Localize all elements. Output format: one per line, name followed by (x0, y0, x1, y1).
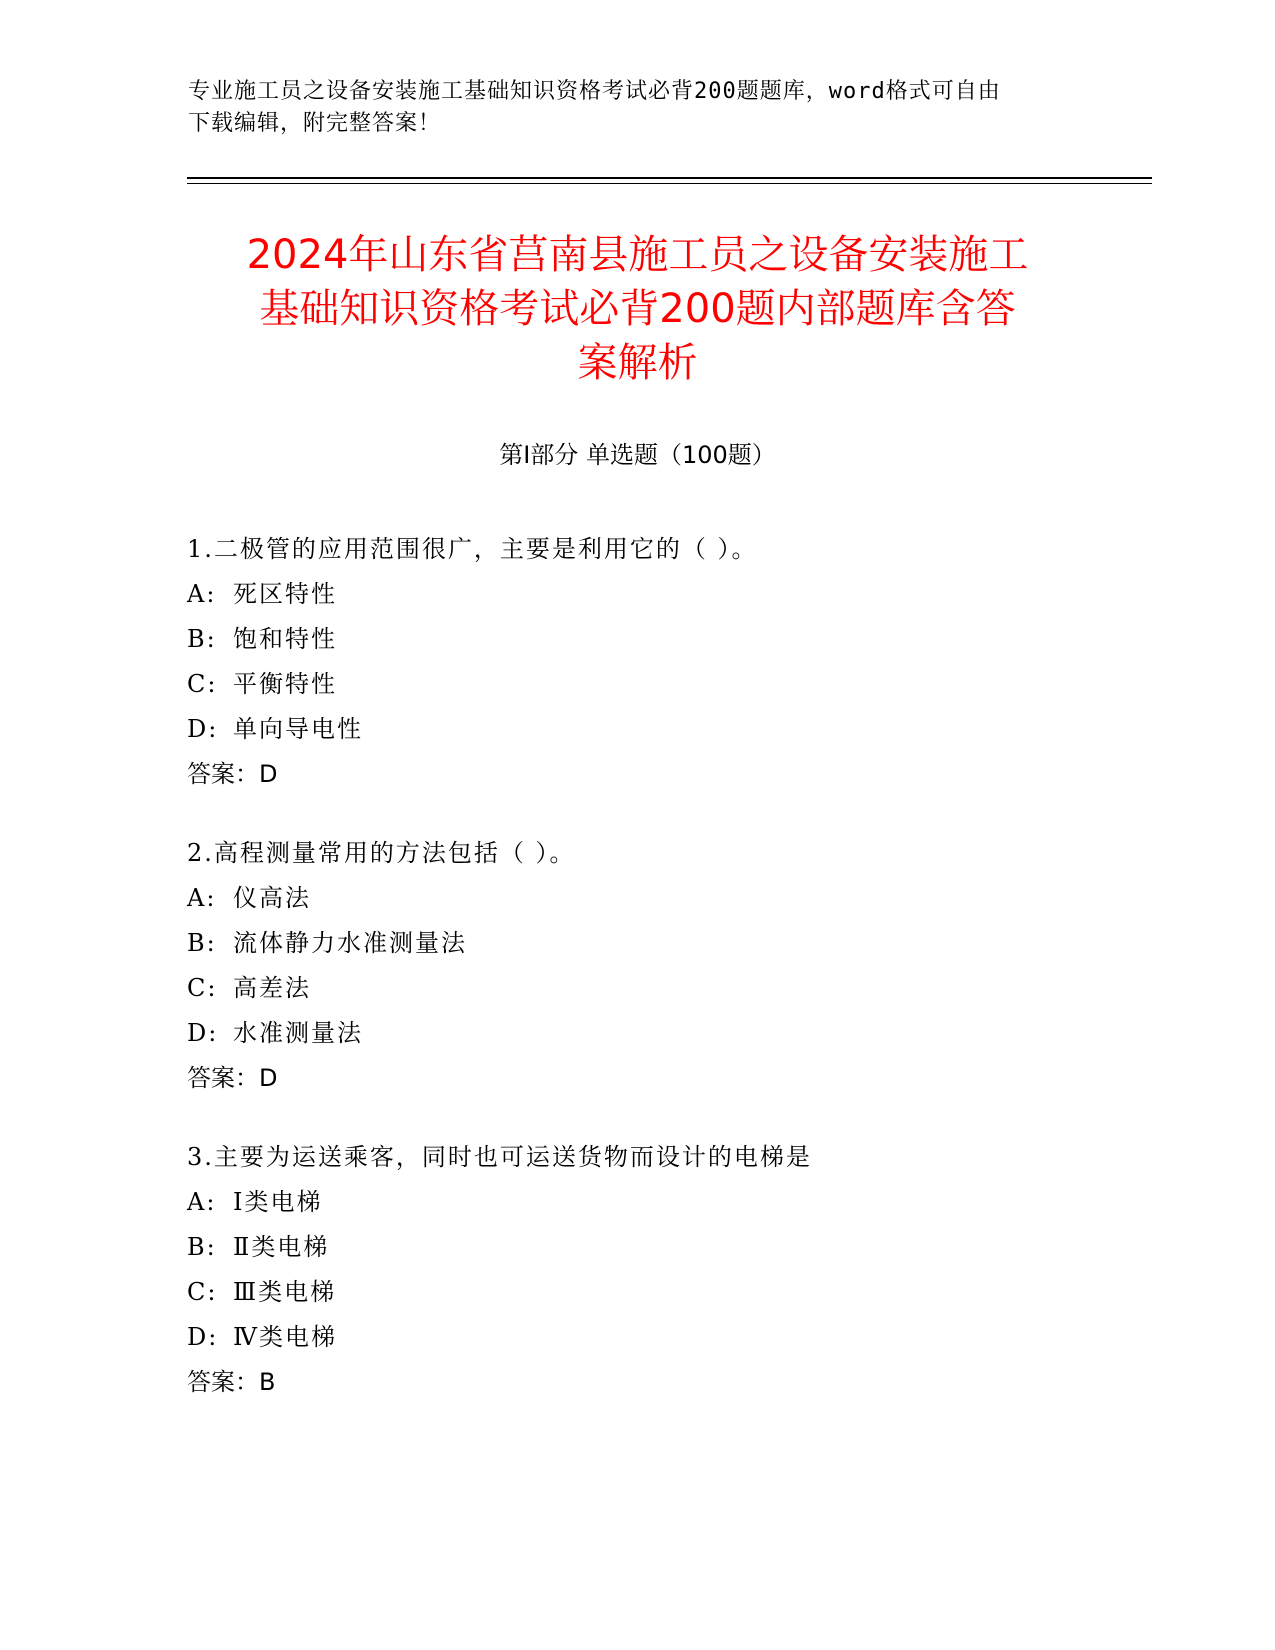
question-2 (187, 831, 1147, 1101)
option-text: Ⅳ类电梯 (233, 1323, 337, 1351)
document-title-line-1: 2024年山东省莒南县施工员之设备安装施工 (246, 232, 1029, 278)
option-text: 单向导电性 (233, 715, 363, 743)
option-c (187, 966, 1147, 1011)
option-text: Ⅰ类电梯 (233, 1188, 323, 1216)
option-d (187, 1315, 1147, 1360)
option-letter: C: (187, 974, 218, 1002)
option-d (187, 1011, 1147, 1056)
document-title-line-2: 基础知识资格考试必背200题内部题库含答 (259, 286, 1016, 332)
header-divider-thin (187, 183, 1152, 184)
document-title-line-3: 案解析 (577, 340, 698, 386)
answer: 答案：B (187, 1368, 276, 1396)
option-letter: D: (187, 715, 219, 743)
header-note-line-2: 下载编辑，附完整答案！ (188, 111, 442, 136)
option-letter: B: (187, 625, 217, 653)
document-title (150, 228, 1125, 390)
question-stem: 3.主要为运送乘客，同时也可运送货物而设计的电梯是 (187, 1143, 812, 1171)
option-letter: B: (187, 929, 217, 957)
option-text: 流体静力水准测量法 (233, 929, 467, 957)
question-3 (187, 1135, 1147, 1405)
option-c (187, 1270, 1147, 1315)
option-text: 水准测量法 (233, 1019, 363, 1047)
header-note (188, 76, 1068, 140)
question-1 (187, 527, 1147, 797)
section-heading: 第Ⅰ部分 单选题（100题） (499, 441, 776, 469)
option-text: Ⅱ类电梯 (233, 1233, 330, 1261)
question-stem: 1.二极管的应用范围很广，主要是利用它的（ ）。 (187, 535, 758, 563)
option-letter: C: (187, 1278, 218, 1306)
header-divider-thick (187, 177, 1152, 179)
option-b (187, 921, 1147, 966)
option-b (187, 1225, 1147, 1270)
option-letter: A: (187, 580, 217, 608)
answer: 答案：D (187, 1064, 278, 1092)
option-text: 饱和特性 (233, 625, 337, 653)
question-list (187, 527, 1147, 1439)
option-text: 高差法 (233, 974, 311, 1002)
option-text: 平衡特性 (233, 670, 337, 698)
option-letter: A: (187, 1188, 217, 1216)
option-letter: C: (187, 670, 218, 698)
option-d (187, 707, 1147, 752)
option-text: Ⅲ类电梯 (233, 1278, 337, 1306)
option-a (187, 572, 1147, 617)
option-letter: A: (187, 884, 217, 912)
option-c (187, 662, 1147, 707)
option-letter: D: (187, 1019, 219, 1047)
header-note-line-1: 专业施工员之设备安装施工基础知识资格考试必背200题题库，word格式可自由 (188, 79, 1001, 104)
option-text: 死区特性 (233, 580, 337, 608)
option-b (187, 617, 1147, 662)
question-stem: 2.高程测量常用的方法包括（ ）。 (187, 839, 576, 867)
option-letter: D: (187, 1323, 219, 1351)
option-a (187, 876, 1147, 921)
option-a (187, 1180, 1147, 1225)
answer: 答案：D (187, 760, 278, 788)
option-text: 仪高法 (233, 884, 311, 912)
option-letter: B: (187, 1233, 217, 1261)
